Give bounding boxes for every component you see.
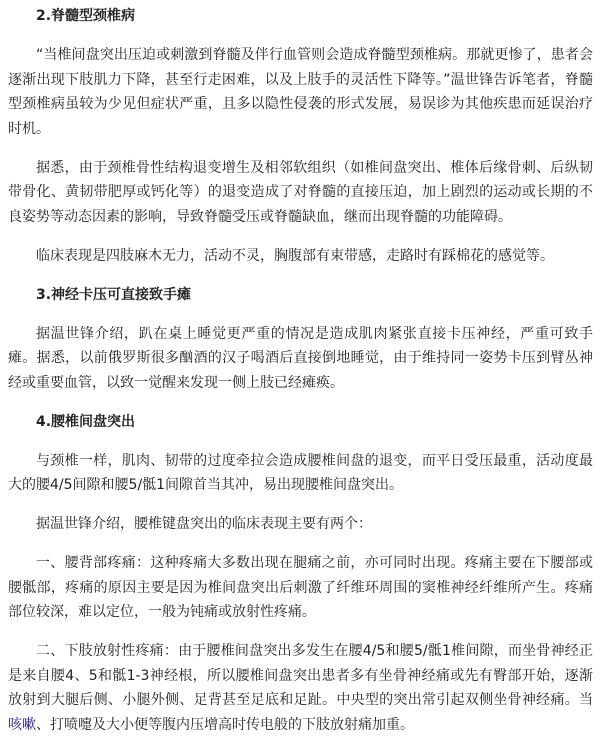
section-heading: 3.神经卡压可直接致手瘫 bbox=[36, 286, 192, 303]
paragraph: 与颈椎一样，肌肉、韧带的过度牵拉会造成腰椎间盘的退变，而平日受压最重，活动度最大的腰4/5间隙和腰5/骶1间隙首当其冲，易出现腰椎间盘突出。 bbox=[8, 452, 593, 493]
paragraph: 据温世锋介绍，趴在桌上睡觉更严重的情况是造成肌肉紧张直接卡压神经，严重可致手瘫。据悉，以前俄罗斯很多酗酒的汉子喝酒后直接倒地睡觉，由于维持同一姿势卡压到臂丛神经或重要血管，以致一觉醒来发现一侧上肢已经瘫痪。 bbox=[8, 325, 593, 391]
paragraph bbox=[8, 639, 593, 737]
paragraph: “当椎间盘突出压迫或刺激到脊髓及伴行血管则会造成脊髓型颈椎病。那就更惨了，患者会逐渐出现下肢肌力下降，甚至行走困难，以及上肢手的灵活性下降等。”温世锋告诉笔者，脊髓型颈椎病虽较为少见但症状严重，且多以隐性侵袭的形式发展，易误诊为其他疾患而延误治疗时机。 bbox=[8, 47, 593, 137]
paragraph: 据悉，由于颈椎骨性结构退变增生及相邻软组织（如椎间盘突出、椎体后缘骨刺、后纵韧带骨化、黄韧带肥厚或钙化等）的退变造成了对脊髓的直接压迫，加上剧烈的运动或长期的不良姿势等动态因素的影响，导致脊髓受压或脊髓缺血，继而出现脊髓的功能障碍。 bbox=[8, 159, 593, 225]
paragraph: 临床表现是四肢麻木无力，活动不灵，胸腹部有束带感，走路时有踩棉花的感觉等。 bbox=[36, 247, 554, 264]
section-heading: 4.腰椎间盘突出 bbox=[36, 413, 136, 430]
paragraph-text: 、打喷嚏及大小便等腹内压增高时传电般的下肢放射痛加重。 bbox=[36, 716, 414, 733]
paragraph-text: 二、下肢放射性疼痛：由于腰椎间盘突出多发生在腰4/5和腰5/骶1椎间隙，而坐骨神经正是来自腰4、5和骶1-3神经根，所以腰椎间盘突出患者多有坐骨神经痛或先有臀部开始，逐渐放射到大腿后侧、小腿外侧、足背甚至足底和足趾。中央型的突出常引起双侧坐骨神经痛。当 bbox=[8, 643, 593, 708]
paragraph: 一、腰背部疼痛：这种疼痛大多数出现在腿痛之前，亦可同时出现。疼痛主要在下腰部或腰骶部，疼痛的原因主要是因为椎间盘突出后刺激了纤维环周围的窦椎神经纤维所产生。疼痛部位较深，难以定位，一般为钝痛或放射性疼痛。 bbox=[8, 555, 593, 620]
section-heading: 2.脊髓型颈椎病 bbox=[36, 8, 136, 24]
paragraph: 据温世锋介绍，腰椎键盘突出的临床表现主要有两个： bbox=[36, 516, 372, 532]
cough-link[interactable]: 咳嗽 bbox=[8, 716, 36, 733]
